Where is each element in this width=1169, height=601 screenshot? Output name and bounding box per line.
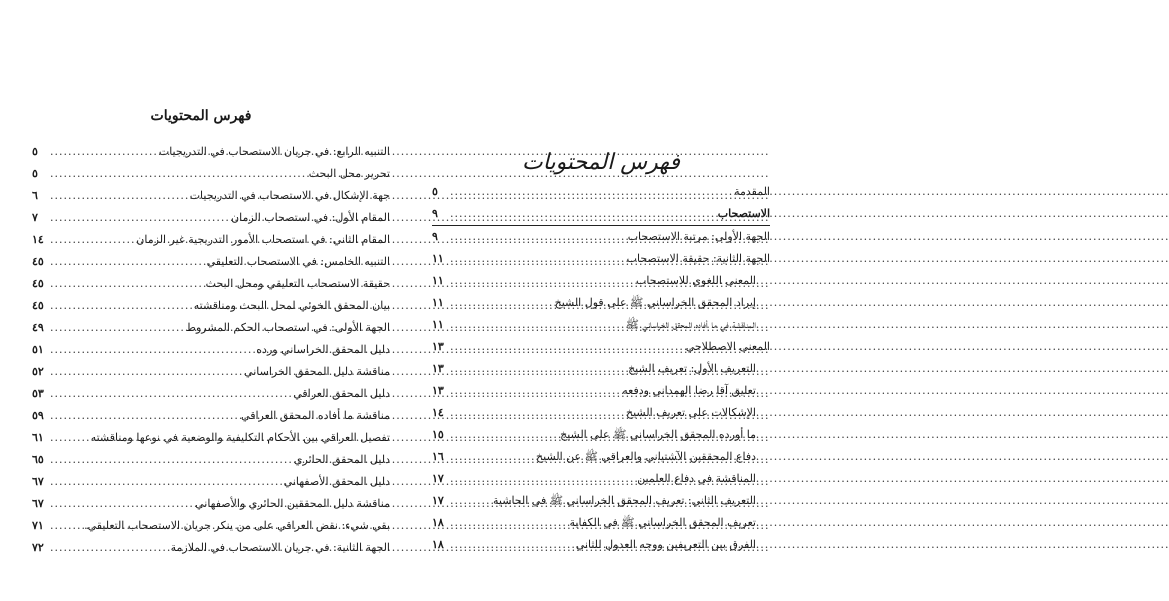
toc-entry bbox=[32, 471, 390, 493]
toc-entry-page: ١٥ bbox=[432, 428, 444, 441]
toc-entry bbox=[32, 317, 390, 339]
toc-entry-title: الفرق بين التعريفين ووجه العدول للثاني bbox=[575, 538, 756, 551]
dot-leader bbox=[50, 207, 231, 229]
toc-entry bbox=[432, 270, 770, 292]
dot-leader bbox=[50, 185, 190, 207]
toc-entry bbox=[32, 295, 390, 317]
dot-leader bbox=[450, 534, 576, 556]
page-title: فهرس المحتويات bbox=[522, 150, 680, 175]
dot-leader bbox=[450, 490, 493, 512]
toc-entry-page: ٩ bbox=[432, 230, 438, 243]
dot-leader bbox=[450, 336, 686, 358]
dot-leader bbox=[450, 424, 560, 446]
toc-entry-title: المناقشة في دفاع العلمين bbox=[637, 472, 756, 485]
toc-entry bbox=[32, 163, 390, 185]
toc-entry-page: ١٧ bbox=[432, 472, 444, 485]
dot-leader bbox=[450, 181, 734, 203]
toc-entry-page: ٤٥ bbox=[32, 277, 44, 290]
toc-entry-title: بقي شيء: نقض العراقي على من ينكر جريان الاستصحاب التعليقي. bbox=[84, 519, 390, 532]
dot-leader bbox=[450, 358, 628, 380]
toc-entry bbox=[432, 468, 770, 490]
toc-entry-title: التنبيه الخامس: في الاستصحاب التعليقي bbox=[206, 255, 390, 268]
dot-leader bbox=[50, 493, 195, 515]
toc-entry-page: ١١ bbox=[432, 296, 444, 309]
toc-entry-title: المناقشة في ما أفاده المحقق الخراساني ﷺ bbox=[625, 318, 756, 331]
toc-entry-title: الجهة الثانية: حقيقة الاستصحاب bbox=[626, 252, 770, 265]
toc-entry-title: جهة الإشكال في الاستصحاب في التدريجيات bbox=[189, 189, 390, 202]
toc-entry-page: ٥ bbox=[32, 145, 38, 158]
toc-entry-page: ٦٧ bbox=[32, 497, 44, 510]
toc-entry bbox=[32, 361, 390, 383]
toc-entry-page: ١٨ bbox=[432, 538, 444, 551]
toc-entry-page: ٥٩ bbox=[32, 409, 44, 422]
toc-entry-page: ٩ bbox=[432, 207, 438, 220]
dot-leader bbox=[450, 226, 628, 248]
dot-leader bbox=[450, 270, 636, 292]
toc-entry-title: تفصيل العراقي بين الأحكام التكليفية والوضعية في نوعها ومناقشته bbox=[90, 431, 390, 444]
toc-entry-title: تحرير محل البحث bbox=[308, 167, 390, 180]
dot-leader bbox=[450, 468, 637, 490]
dot-leader bbox=[50, 361, 244, 383]
dot-leader bbox=[450, 446, 536, 468]
toc-entry-title: المقدمة bbox=[734, 185, 770, 198]
toc-list bbox=[32, 141, 390, 559]
toc-entry-page: ١١ bbox=[432, 318, 444, 331]
toc-entry-title: التنبيه الرابع: في جريان الاستصحاب في التدريجيات bbox=[158, 145, 390, 158]
toc-entry bbox=[32, 405, 390, 427]
toc-entry bbox=[32, 537, 390, 559]
dot-leader bbox=[450, 512, 570, 534]
toc-entry-title: المعنى الاصطلاحي bbox=[685, 340, 770, 353]
dot-leader bbox=[450, 292, 555, 314]
toc-entry-title: مناقشة ما أفاده المحقق العراقي bbox=[241, 409, 390, 422]
toc-entry-title: تعليق آقا رضا الهمداني ودفعه bbox=[622, 384, 756, 397]
toc-entry-title: حقيقة الاستصحاب التعليقي ومحل البحث bbox=[205, 277, 390, 290]
toc-entry-page: ٧١ bbox=[32, 519, 44, 532]
dot-leader bbox=[50, 383, 293, 405]
dot-leader bbox=[450, 402, 626, 424]
toc-entry-page: ٥٢ bbox=[32, 365, 44, 378]
page-title: فهرس المحتويات bbox=[150, 108, 252, 124]
dot-leader bbox=[50, 273, 206, 295]
toc-entry bbox=[432, 181, 770, 203]
dot-leader bbox=[50, 427, 91, 449]
toc-entry-page: ٦١ bbox=[32, 431, 44, 444]
toc-entry bbox=[432, 402, 770, 424]
toc-entry-page: ٥٣ bbox=[32, 387, 44, 400]
toc-entry-page: ٦٧ bbox=[32, 475, 44, 488]
toc-entry-title: دفاع المحققين الآشتياني والعراقي ﷺ عن الشيخ bbox=[536, 450, 756, 463]
toc-entry-title: إيراد المحقق الخراساني ﷺ على قول الشيخ bbox=[554, 296, 756, 309]
toc-entry bbox=[32, 339, 390, 361]
dot-leader bbox=[50, 449, 294, 471]
toc-entry-page: ٤٥ bbox=[32, 255, 44, 268]
toc-entry bbox=[32, 251, 390, 273]
toc-entry bbox=[432, 292, 770, 314]
toc-entry bbox=[432, 534, 770, 556]
toc-entry-title: المعنى اللغوي للاستصحاب bbox=[635, 274, 756, 287]
toc-entry-title: دليل المحقق العراقي bbox=[293, 387, 390, 400]
toc-entry bbox=[432, 358, 770, 380]
toc-entry-title: تعريف المحقق الخراساني ﷺ في الكفاية bbox=[569, 516, 756, 529]
toc-entry-page: ٧٢ bbox=[32, 541, 44, 554]
toc-entry-page: ١٦ bbox=[432, 450, 444, 463]
toc-entry-title: المقام الأول: في استصحاب الزمان bbox=[231, 211, 390, 224]
toc-entry bbox=[432, 490, 770, 512]
dot-leader bbox=[50, 537, 171, 559]
toc-entry-page: ١٤ bbox=[32, 233, 44, 246]
toc-entry-page: ٤٥ bbox=[32, 299, 44, 312]
toc-entry bbox=[432, 424, 770, 446]
dot-leader bbox=[450, 248, 627, 270]
toc-entry-page: ٦٥ bbox=[32, 453, 44, 466]
dot-leader bbox=[50, 163, 309, 185]
toc-entry bbox=[32, 273, 390, 295]
toc-entry-page: ١٤ bbox=[432, 406, 444, 419]
toc-list bbox=[432, 181, 770, 556]
toc-entry-title: المقام الثاني: في استصحاب الأمور التدريجية غير الزمان bbox=[136, 233, 390, 246]
toc-entry-title: الاستصحاب bbox=[717, 207, 770, 220]
toc-entry-page: ٧ bbox=[32, 211, 38, 224]
dot-leader bbox=[50, 317, 186, 339]
dot-leader bbox=[50, 515, 84, 537]
dot-leader bbox=[450, 314, 626, 336]
dot-leader bbox=[50, 229, 136, 251]
toc-entry bbox=[432, 248, 770, 270]
toc-entry bbox=[32, 515, 390, 537]
toc-entry bbox=[432, 512, 770, 534]
toc-entry-page: ١٣ bbox=[432, 384, 444, 397]
dot-leader bbox=[450, 203, 718, 225]
dot-leader bbox=[50, 471, 284, 493]
toc-entry bbox=[432, 336, 770, 358]
toc-entry-page: ١١ bbox=[432, 274, 444, 287]
toc-entry-title: ما أورده المحقق الخراساني ﷺ على الشيخ bbox=[560, 428, 756, 441]
toc-entry-title: دليل المحقق الأصفهاني bbox=[283, 475, 390, 488]
toc-entry-title: بيان المحقق الخوئي لمحل البحث ومناقشته bbox=[193, 299, 390, 312]
toc-entry-page: ٥١ bbox=[32, 343, 44, 356]
toc-entry bbox=[432, 314, 770, 336]
toc-entry-title: الجهة الثانية: في جريان الاستصحاب في الملازمة bbox=[170, 541, 390, 554]
toc-entry-page: ١٨ bbox=[432, 516, 444, 529]
toc-entry-page: ١٣ bbox=[432, 362, 444, 375]
toc-entry bbox=[432, 380, 770, 402]
toc-entry-title: الجهة الأولى: مرتبة الاستصحاب bbox=[627, 230, 770, 243]
toc-entry-page: ١٧ bbox=[432, 494, 444, 507]
toc-entry bbox=[432, 446, 770, 468]
toc-entry-title: التعريف الأول: تعريف الشيخ bbox=[628, 362, 756, 375]
toc-entry-page: ٥ bbox=[432, 185, 438, 198]
toc-entry bbox=[432, 203, 770, 226]
dot-leader bbox=[50, 339, 256, 361]
toc-entry-page: ٦ bbox=[32, 189, 38, 202]
dot-leader bbox=[50, 141, 159, 163]
toc-entry-title: دليل المحقق الخراساني ورده bbox=[256, 343, 390, 356]
toc-entry-page: ١٣ bbox=[432, 340, 444, 353]
toc-entry-title: التعريف الثاني: تعريف المحقق الخراساني ﷺ في الحاشية bbox=[493, 494, 756, 507]
toc-entry bbox=[32, 207, 390, 229]
dot-leader bbox=[50, 405, 241, 427]
toc-entry-title: دليل المحقق الحائري bbox=[293, 453, 390, 466]
toc-entry bbox=[32, 449, 390, 471]
toc-entry bbox=[32, 141, 390, 163]
toc-entry bbox=[32, 383, 390, 405]
toc-entry-page: ١١ bbox=[432, 252, 444, 265]
toc-entry bbox=[432, 226, 770, 248]
toc-entry bbox=[32, 229, 390, 251]
toc-entry bbox=[32, 185, 390, 207]
toc-entry-title: الجهة الأولى: في استصحاب الحكم المشروط bbox=[185, 321, 390, 334]
toc-entry-title: الإشكالات على تعريف الشيخ bbox=[626, 406, 756, 419]
toc-entry-page: ٥ bbox=[32, 167, 38, 180]
toc-entry-page: ٤٩ bbox=[32, 321, 44, 334]
dot-leader bbox=[450, 380, 622, 402]
toc-entry bbox=[32, 427, 390, 449]
toc-entry-title: مناقشة دليل المحققين الحائري والأصفهاني bbox=[195, 497, 390, 510]
toc-entry-title: مناقشة دليل المحقق الخراساني bbox=[244, 365, 390, 378]
dot-leader bbox=[50, 295, 194, 317]
dot-leader bbox=[50, 251, 207, 273]
toc-entry bbox=[32, 493, 390, 515]
